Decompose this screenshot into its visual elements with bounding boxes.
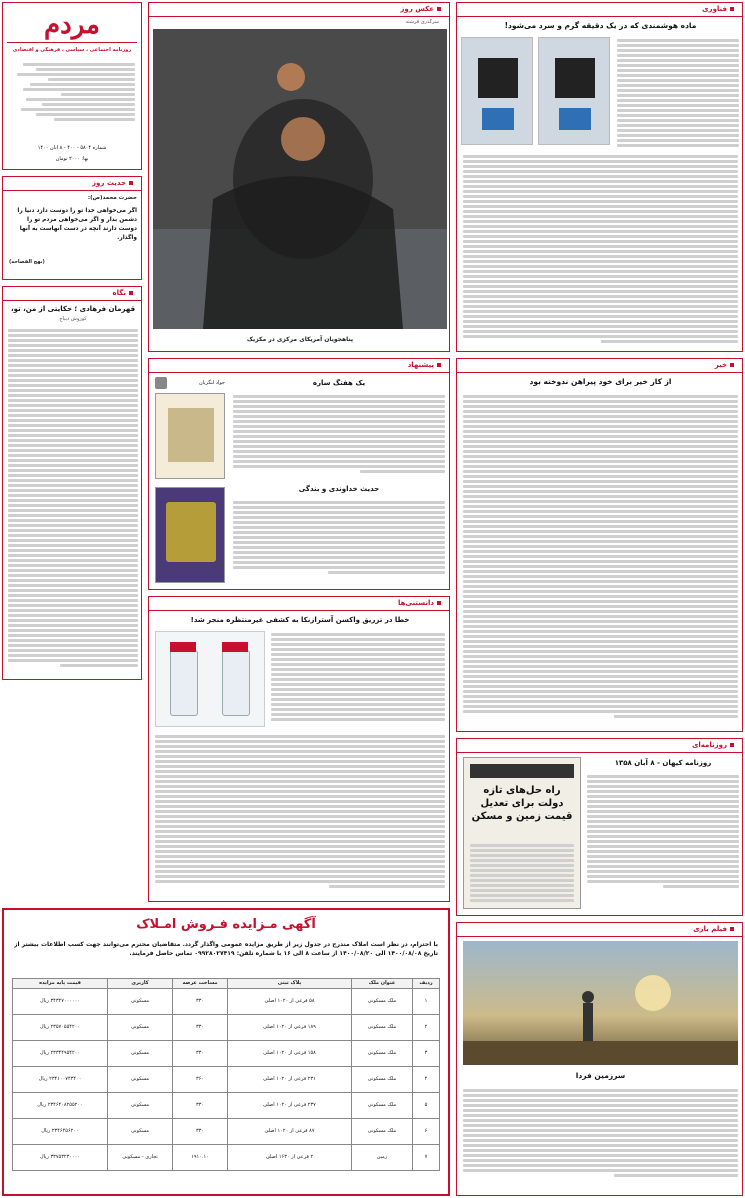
cell: ملک مسکونی	[352, 1067, 413, 1093]
negah-headline: قهرمان فرهادی ؛ حکایتی از من، تو،	[10, 305, 136, 313]
table-row	[13, 1041, 440, 1067]
fanavari-body	[463, 153, 738, 347]
khabar-label: خبر	[709, 360, 740, 371]
masthead-info	[11, 61, 135, 141]
fanavari-headline: ماده هوشمندی که در یک دقیقه گرم و سرد می‌شود!	[504, 21, 697, 30]
cell: مسکونی	[108, 1067, 173, 1093]
migrants-photo	[153, 29, 447, 329]
th-area: مساحت عرصه	[173, 979, 228, 989]
cell: ملک مسکونی	[352, 1093, 413, 1119]
cell: ۵	[413, 1093, 440, 1119]
table-row	[13, 1145, 440, 1171]
hadith-author: حضرت محمد(ص):	[87, 195, 137, 201]
cell: ۳۳۰	[173, 1119, 228, 1145]
cell: ۲۳۳۴۴۹۵۴۲۰۰ ریال	[13, 1041, 108, 1067]
aks-rooz-credit: سرگذری فرشته	[405, 19, 439, 25]
daneshiha-label: دانستنی‌ها	[392, 598, 447, 609]
vaccine-image	[155, 631, 265, 727]
hadith-label: حدیث روز	[86, 178, 139, 189]
th-row: ردیف	[413, 979, 440, 989]
pishnahad-label: پیشنهاد	[402, 360, 447, 371]
aks-rooz-label: عکس روز	[394, 4, 447, 15]
cell: ۳۳۰	[173, 989, 228, 1015]
price: بها: ۲۰۰۰ تومان	[55, 156, 89, 162]
cell: ۴	[413, 1067, 440, 1093]
cell: مسکونی	[108, 1015, 173, 1041]
roozname-section	[456, 738, 743, 916]
masthead	[2, 2, 142, 170]
cell: ملک مسکونی	[352, 1119, 413, 1145]
cell: ۳۶۰	[173, 1067, 228, 1093]
hadith-text: اگر می‌خواهی خدا تو را دوست دارد دنیا را دشمن بدار و اگر می‌خواهی مردم تو را دوست دارند آنچه در دست آنهاست به آنها واگذار.	[17, 208, 137, 241]
masthead-subtitle: روزنامه اجتماعی ، سیاسی ، فرهنگی و اقتصادی	[12, 47, 132, 53]
book-cover-1	[155, 393, 225, 479]
fanavari-section	[456, 2, 743, 352]
cell: مسکونی	[108, 1119, 173, 1145]
cell: ۱	[413, 989, 440, 1015]
cell: ۳	[413, 1041, 440, 1067]
table-row	[13, 1119, 440, 1145]
film-section	[456, 922, 743, 1196]
cell: ۳۴۳۲۷۰۰۰۰۰۰ ریال	[13, 989, 108, 1015]
auction-table-header	[13, 979, 440, 989]
cell: ۲۳۱ فرعی از ۱۰۲۰ اصلی	[228, 1067, 352, 1093]
book2-text	[233, 499, 445, 585]
cell: تجاری - مسکونی	[108, 1145, 173, 1171]
aks-rooz-section	[148, 2, 450, 352]
cell: ۱۹۱۰.۱۰	[173, 1145, 228, 1171]
cell: ۳۳۷۵۳۲۳۰۰۰۰ ریال	[13, 1145, 108, 1171]
cell: ۲۳۵۷۰۵۵۴۲۰۰ ریال	[13, 1015, 108, 1041]
th-plaque: پلاک ثبتی	[228, 979, 352, 989]
cell: ۲ فرعی از ۱۶۳۰ اصلی	[228, 1145, 352, 1171]
photo-illustration	[153, 29, 447, 329]
cell: ۲۳۷ فرعی از ۱۰۲۰ اصلی	[228, 1093, 352, 1119]
aks-rooz-caption: پناهجویان آمریکای مرکزی در مکزیک	[246, 336, 354, 343]
table-row	[13, 1093, 440, 1119]
cell: مسکونی	[108, 989, 173, 1015]
cell: مسکونی	[108, 1093, 173, 1119]
cell: ملک مسکونی	[352, 1041, 413, 1067]
pishnahad-section	[148, 358, 450, 590]
hadith-box	[2, 176, 142, 280]
auction-intro: با احترام، در نظر است املاک مندرج در جدول زیر از طریق مزایده عمومی واگذار گردد. متقاضیان محترم می‌توانند جهت کسب اطلاعات بیشتر از تاریخ ۱۴۰۰/۰۸/۰۸ الی ۱۴۰۰/۰۸/۲۰ از ساعت ۸ الی ۱۶ با شماره تلفن: ۰۹۹۲۸۰۲۷۴۱۹ تماس حاصل فرمایند.	[14, 941, 438, 957]
book-cover-2	[155, 487, 225, 583]
th-title: عنوان ملک	[352, 979, 413, 989]
roozname-label: روزنامه‌ای	[686, 740, 740, 751]
cell: ۳۳۰	[173, 1093, 228, 1119]
daneshiha-section	[148, 596, 450, 902]
table-row	[13, 989, 440, 1015]
th-price: قیمت پایه مزایده	[13, 979, 108, 989]
film-body	[463, 1087, 738, 1191]
roozname-body	[587, 773, 739, 909]
cell: ۸۷ فرعی از ۱۰۲۰ اصلی	[228, 1119, 352, 1145]
cell: ۲۳۴۶۴۵۶۲۰۰ ریال	[13, 1119, 108, 1145]
pishnahad-author: جواد لنگریان	[198, 380, 225, 386]
khabar-section	[456, 358, 743, 732]
negah-body	[8, 327, 138, 675]
cell: زمین	[352, 1145, 413, 1171]
cell: ۲	[413, 1015, 440, 1041]
cell: ملک مسکونی	[352, 1015, 413, 1041]
pishnahad-author-box	[155, 377, 225, 389]
fanavari-images	[461, 37, 611, 147]
cell: ۶	[413, 1119, 440, 1145]
negah-section	[2, 286, 142, 680]
material-image-1	[461, 37, 533, 145]
cell: ۱۵۸ فرعی از ۱۰۲۰ اصلی	[228, 1041, 352, 1067]
fanavari-label: فناوری	[696, 4, 740, 15]
cell: ۵۸ فرعی از ۱۰۲۰ اصلی	[228, 989, 352, 1015]
film-label: فیلم بازی	[687, 924, 740, 935]
book1-title: یک هفتگ ساره	[312, 379, 366, 387]
th-usage: کاربری	[108, 979, 173, 989]
material-image-2	[538, 37, 610, 145]
negah-author: کوروش دیباج	[59, 316, 87, 322]
table-row	[13, 1015, 440, 1041]
auction-table	[12, 978, 440, 1171]
auction-ad	[2, 908, 450, 1196]
logo	[7, 7, 137, 43]
vaccine-side-text	[271, 631, 445, 727]
roozname-headline: روزنامه کیهان - ۸ آبان ۱۳۵۸	[614, 759, 712, 767]
cell: ۱۸۹ فرعی از ۱۰۲۰ اصلی	[228, 1015, 352, 1041]
negah-label: نگاه	[107, 288, 139, 299]
khabar-body	[463, 393, 738, 727]
newspaper-clip-headline: راه حل‌های تازه دولت برای تعدیل قیمت زمین و مسکن	[471, 785, 573, 822]
cell: ۲۳۴۶۴۰۸۲۵۵۲۰۰ ریال	[13, 1093, 108, 1119]
cell: ۳۳۰	[173, 1015, 228, 1041]
cell: ۷	[413, 1145, 440, 1171]
film-scene	[463, 941, 738, 1065]
daneshiha-headline: خطا در تزریق واکسن آسترازنکا به کشفی غیرمنتظره منجر شد!	[190, 616, 410, 624]
table-row	[13, 1067, 440, 1093]
auction-table-wrap	[12, 978, 440, 1188]
book1-text	[233, 393, 445, 479]
cell: ۲۳۴۱۰۰۷۴۳۴۰۰ ریال	[13, 1067, 108, 1093]
fanavari-side-text	[617, 37, 739, 147]
daneshiha-body	[155, 733, 445, 897]
cell: ۳۳۰	[173, 1041, 228, 1067]
khabar-headline: از کار خیر برای خود پیراهن ندوخته بود	[529, 377, 672, 386]
newspaper-clip	[463, 757, 581, 909]
auction-title: آگهی مـزایده فـروش امـلاک	[136, 917, 316, 932]
author-avatar	[155, 377, 167, 389]
issue-line: شماره ۵۸۰۴ - ۴۰۰ - ۸ آبان ۱۴۰۰	[37, 145, 107, 151]
logo-text: مردم	[44, 10, 100, 40]
cell: مسکونی	[108, 1041, 173, 1067]
film-poster	[463, 941, 738, 1065]
hadith-source: (نهج الفصاحه)	[9, 259, 45, 265]
book2-title: حدیث خداوندی و بندگی	[298, 485, 380, 493]
cell: ملک مسکونی	[352, 989, 413, 1015]
film-headline: سرزمین فردا	[575, 1071, 626, 1080]
